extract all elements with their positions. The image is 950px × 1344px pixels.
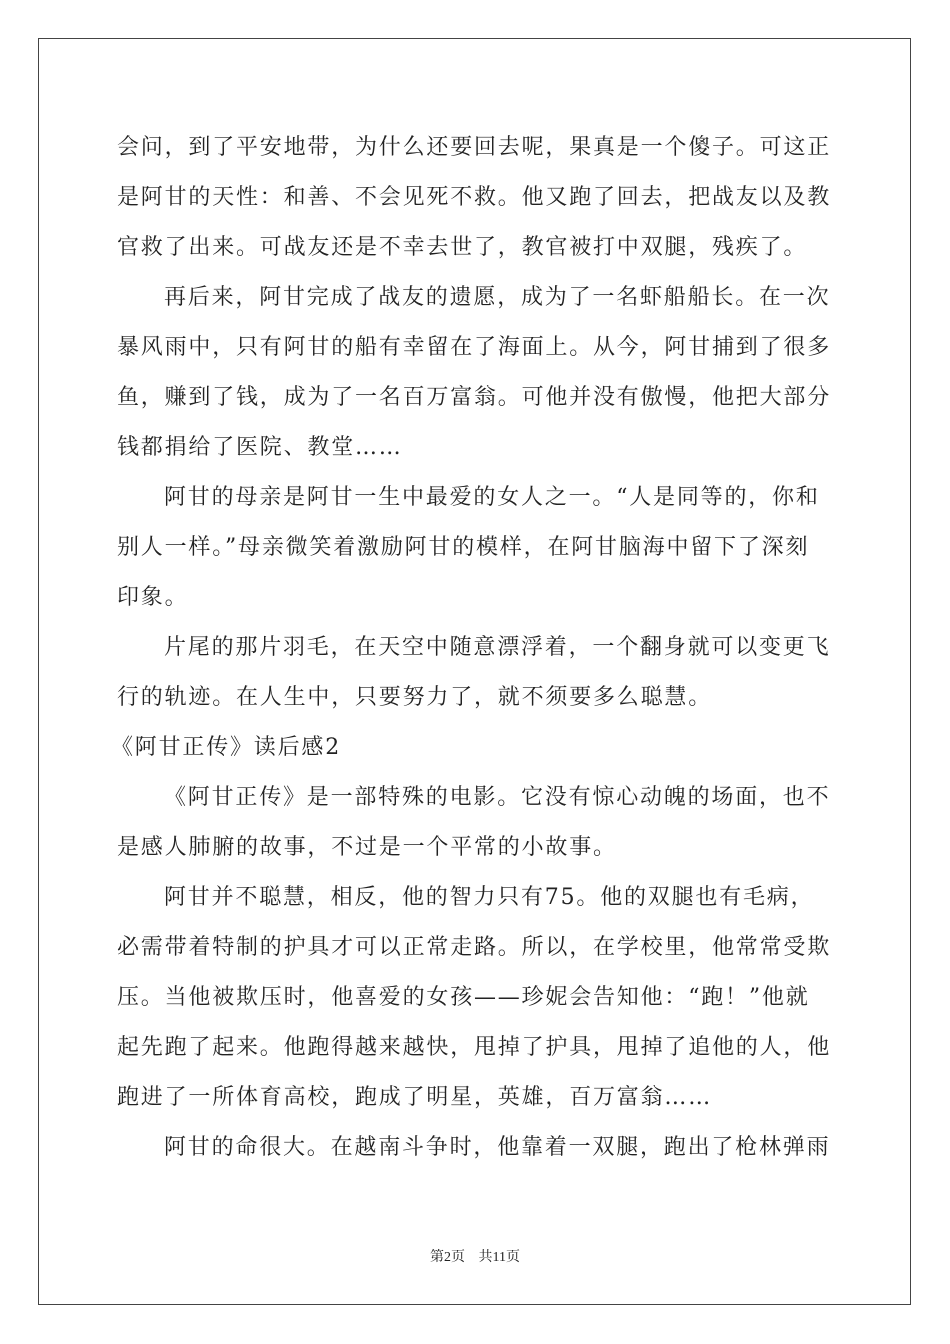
text-line: 官救了出来。可战友还是不幸去世了，教官被打中双腿，残疾了。 [117,235,808,260]
page-total: 共11页 [478,1250,520,1265]
document-body [111,123,833,1173]
text-line: 印象。 [117,585,189,610]
text-line: 行的轨迹。在人生中，只要努力了，就不须要多么聪慧。 [117,685,713,710]
section-heading [111,723,833,773]
text-line: 是感人肺腑的故事，不过是一个平常的小故事。 [117,835,617,860]
text-line: 《阿甘正传》是一部特殊的电影。它没有惊心动魄的场面，也不 [164,785,831,810]
text-line: 跑进了一所体育高校，跑成了明星，英雄，百万富翁…… [117,1085,713,1110]
paragraph [117,273,833,473]
text-line: 暴风雨中，只有阿甘的船有幸留在了海面上。从今，阿甘捕到了很多 [117,335,832,360]
text-line: 阿甘并不聪慧，相反，他的智力只有75。他的双腿也有毛病， [164,885,815,910]
text-line: 阿甘的母亲是阿甘一生中最爱的女人之一。“人是同等的，你和 [164,485,820,510]
text-line: 再后来，阿甘完成了战友的遗愿，成为了一名虾船船长。在一次 [164,285,831,310]
text-line: 起先跑了起来。他跑得越来越快，甩掉了护具，甩掉了追他的人，他 [117,1035,832,1060]
page-number: 第2页 [430,1250,465,1265]
text-line: 片尾的那片羽毛，在天空中随意漂浮着，一个翻身就可以变更飞 [164,635,831,660]
text-line: 是阿甘的天性：和善、不会见死不救。他又跑了回去，把战友以及教 [117,185,832,210]
text-line: 压。当他被欺压时，他喜爱的女孩——珍妮会告知他：“跑！”他就 [117,985,810,1010]
page-footer [0,1246,950,1266]
text-line: 会问，到了平安地带，为什么还要回去呢，果真是一个傻子。可这正 [117,135,832,160]
paragraph [117,473,833,623]
text-line: 必需带着特制的护具才可以正常走路。所以，在学校里，他常常受欺 [117,935,832,960]
text-line: 钱都捐给了医院、教堂…… [117,435,403,460]
text-line: 鱼，赚到了钱，成为了一名百万富翁。可他并没有傲慢，他把大部分 [117,385,832,410]
paragraph [117,1123,833,1173]
text-line: 别人一样。”母亲微笑着激励阿甘的模样，在阿甘脑海中留下了深刻 [117,535,810,560]
paragraph [117,623,833,723]
paragraph [117,773,833,873]
text-line: 《阿甘正传》读后感2 [111,735,341,760]
paragraph [117,123,833,273]
text-line: 阿甘的命很大。在越南斗争时，他靠着一双腿，跑出了枪林弹雨 [164,1135,831,1160]
paragraph [117,873,833,1123]
